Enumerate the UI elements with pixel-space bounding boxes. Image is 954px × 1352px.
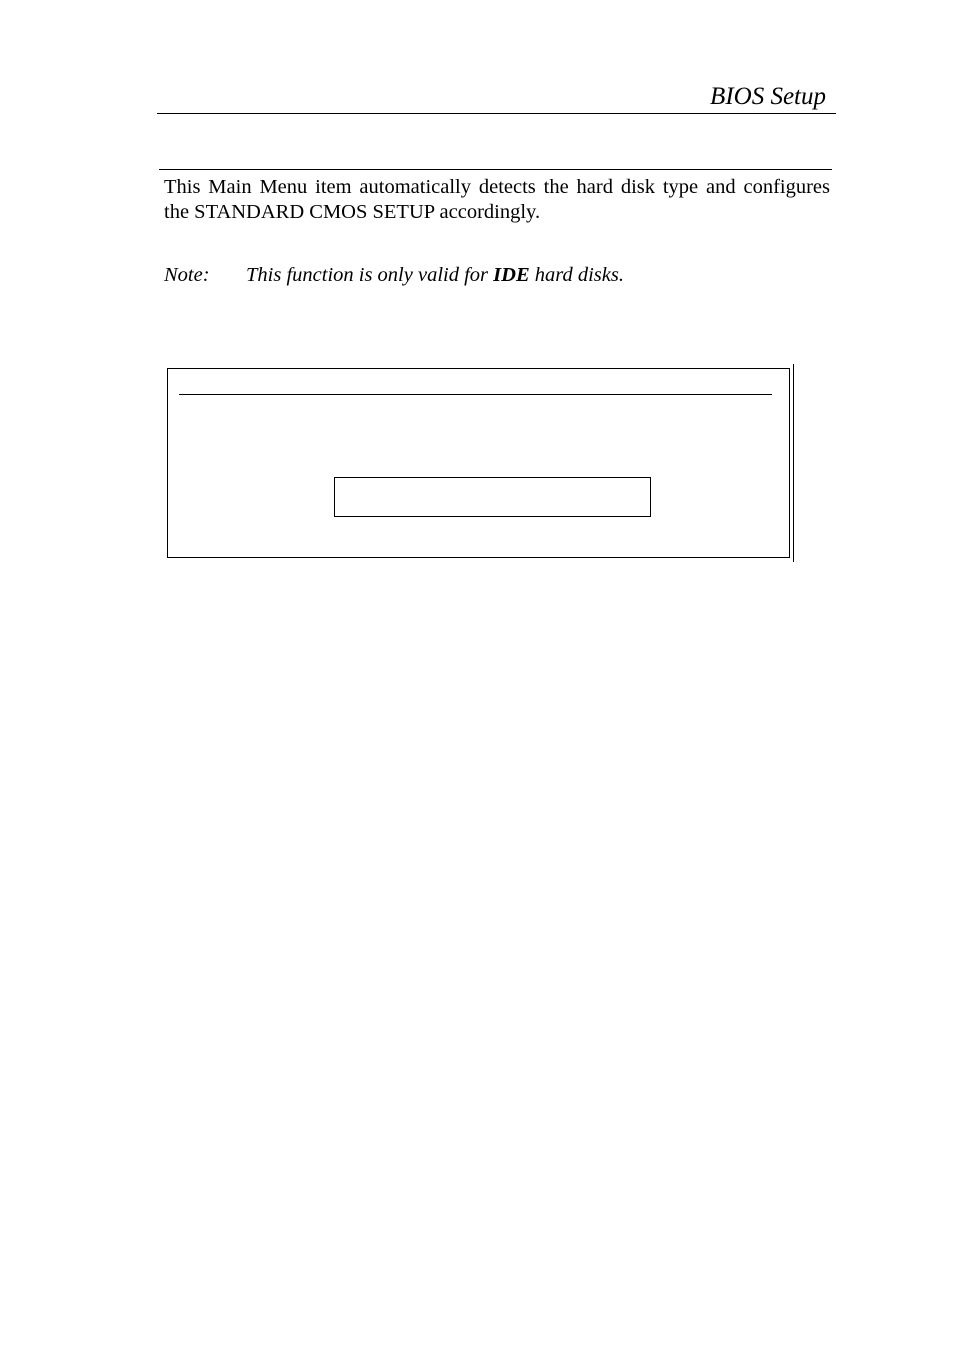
section-divider [159,169,832,170]
note [164,261,830,289]
note-text-before: This function is only valid for [246,264,494,286]
note-text-after: hard disks. [529,264,624,286]
screen-title-divider [179,394,772,395]
screen-dialog-box [334,477,651,517]
note-emphasis: IDE [493,264,530,286]
description-paragraph: This Main Menu item automatically detects the hard disk type and configures the STANDARD CMOS SETUP accordingly. [164,176,830,223]
header-divider [157,113,836,114]
note-label: Note: [164,264,210,286]
screen-illustration-frame [167,368,790,558]
page-header-title: BIOS Setup [710,83,826,110]
screen-frame-shadow-edge [793,364,794,562]
